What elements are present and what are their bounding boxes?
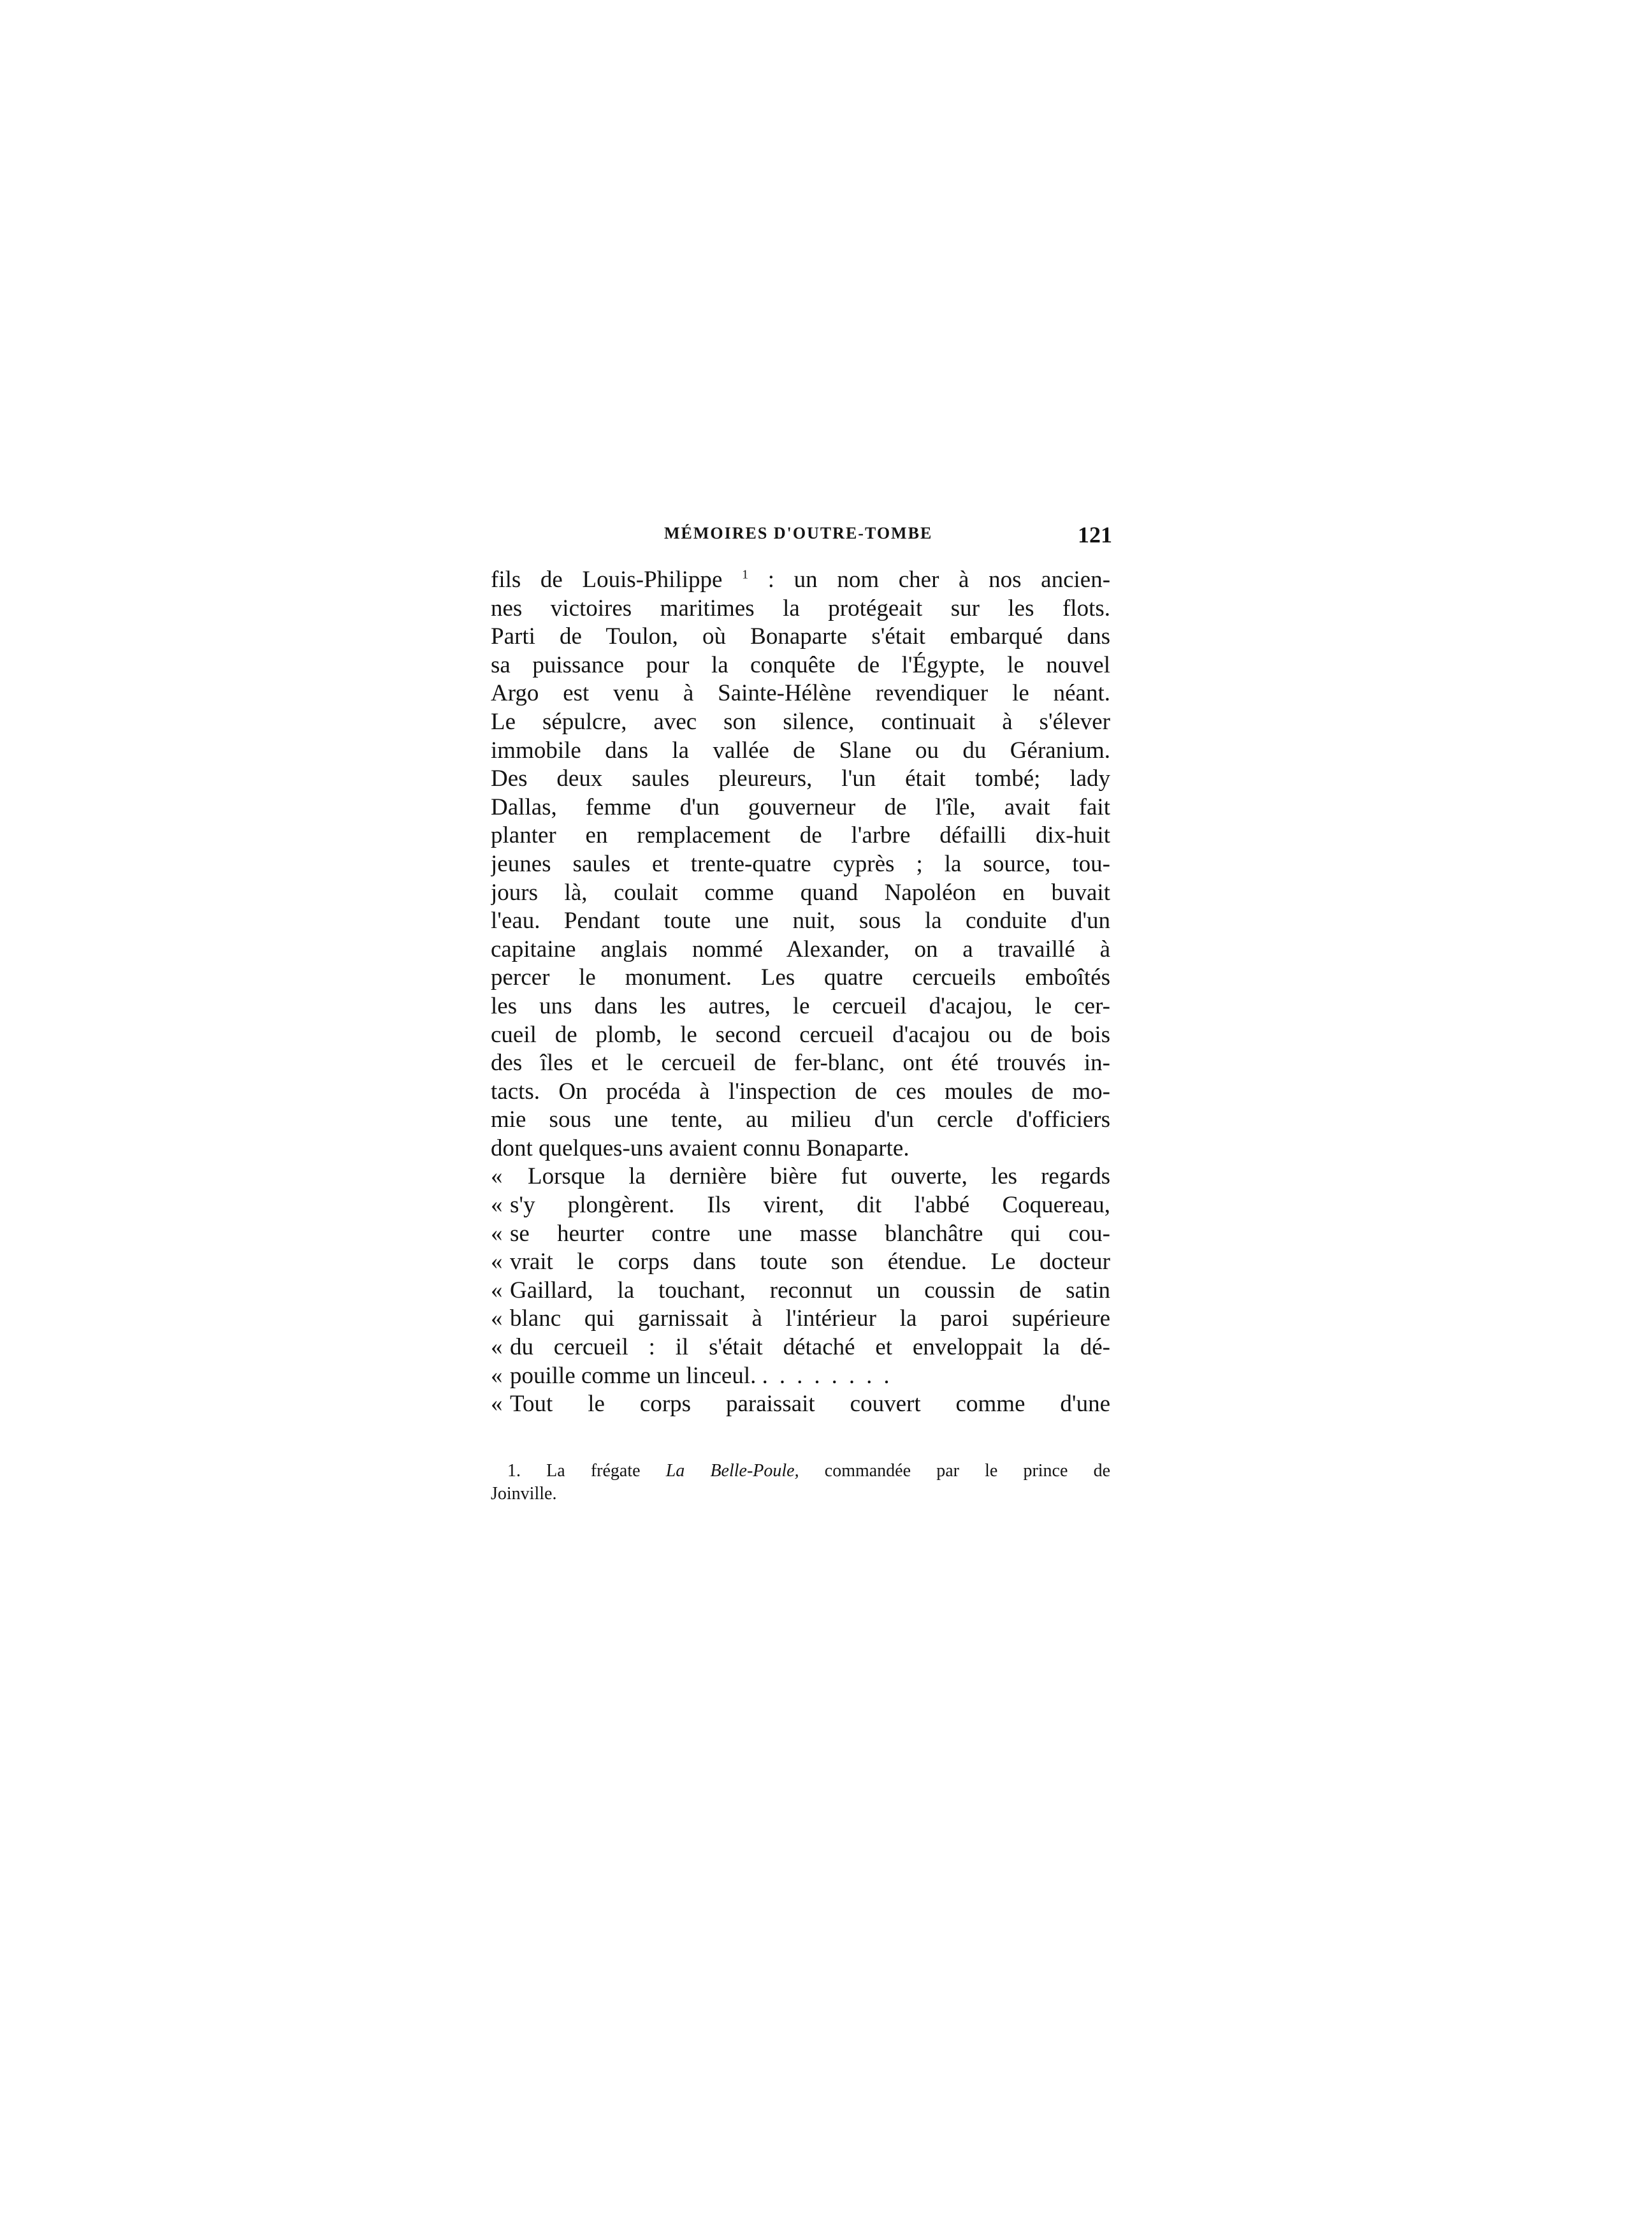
text-line: Parti de Toulon, où Bonaparte s'était embarqué dans <box>491 623 1110 650</box>
text-line: tacts. On procéda à l'inspection de ces moules de mo- <box>491 1078 1110 1105</box>
main-text <box>491 566 1110 1419</box>
text-line: capitaine anglais nommé Alexander, on a travaillé à <box>491 936 1110 962</box>
quote-mark: « <box>491 1192 503 1219</box>
quote-mark: « <box>491 1334 503 1361</box>
text-line: Dallas, femme d'un gouverneur de l'île, avait fait <box>491 794 1110 820</box>
quote-text: se heurter contre une masse blanchâtre qui cou- <box>510 1220 1110 1247</box>
page-header <box>491 521 1112 549</box>
quote-line <box>491 1220 1110 1249</box>
text-line: jeunes saules et trente-quatre cyprès ; la source, tou- <box>491 850 1110 877</box>
footnote <box>491 1460 1110 1506</box>
quote-line <box>491 1163 1110 1191</box>
quote-text: blanc qui garnissait à l'intérieur la paroi supérieure <box>510 1305 1110 1332</box>
quote-mark: « <box>491 1391 503 1418</box>
footnote-line: Joinville. <box>491 1484 557 1504</box>
quote-text: pouille comme un linceul. ........ <box>510 1362 901 1389</box>
quote-text: du cercueil : il s'était détaché et enveloppait la dé- <box>510 1334 1110 1361</box>
text-line: planter en remplacement de l'arbre défailli dix-huit <box>491 822 1110 849</box>
quote-mark: « <box>491 1277 503 1303</box>
quote-line <box>491 1362 1110 1391</box>
text-line: cueil de plomb, le second cercueil d'acajou ou de bois <box>491 1021 1110 1048</box>
quote-mark: « <box>491 1163 503 1190</box>
page-number: 121 <box>1078 522 1112 548</box>
footnote-reference: 1 <box>742 567 749 582</box>
quote-line <box>491 1277 1110 1305</box>
text-line: Argo est venu à Sainte-Hélène revendiquer le néant. <box>491 680 1110 707</box>
quote-line <box>491 1333 1110 1362</box>
quote-text: s'y plongèrent. Ils virent, dit l'abbé Coquereau, <box>510 1192 1110 1219</box>
text-line: mie sous une tente, au milieu d'un cercle d'officiers <box>491 1107 1110 1133</box>
quote-mark: « <box>491 1220 503 1247</box>
quote-text: Gaillard, la touchant, reconnut un coussin de satin <box>510 1277 1110 1303</box>
quote-mark: « <box>491 1305 503 1332</box>
quote-text: Lorsque la dernière bière fut ouverte, les regards <box>528 1163 1110 1190</box>
quote-mark: « <box>491 1249 503 1275</box>
text-line: fils de Louis-Philippe $^1$ : un nom cher à nos ancien- <box>491 567 1110 593</box>
quote-line <box>491 1390 1110 1419</box>
text-line: Le sépulcre, avec son silence, continuait à s'élever <box>491 708 1110 735</box>
quote-line <box>491 1191 1110 1220</box>
quote-text: vrait le corps dans toute son étendue. Le docteur <box>510 1249 1110 1275</box>
quote-mark: « <box>491 1362 503 1389</box>
quote-line <box>491 1248 1110 1277</box>
text-line: les uns dans les autres, le cercueil d'acajou, le cer- <box>491 992 1110 1019</box>
dot-leader: ........ <box>762 1362 901 1389</box>
footnote-line: 1. La frégate La Belle-Poule, commandée par le prince de <box>507 1461 1110 1481</box>
text-line: dont quelques-uns avaient connu Bonaparte. <box>491 1135 909 1161</box>
text-line: percer le monument. Les quatre cercueils emboîtés <box>491 964 1110 991</box>
text-line: nes victoires maritimes la protégeait sur les flots. <box>491 595 1110 621</box>
text-line: immobile dans la vallée de Slane ou du Géranium. <box>491 737 1110 764</box>
footnote-number: 1. <box>507 1461 521 1481</box>
quote-text: Tout le corps paraissait couvert comme d'une <box>510 1391 1110 1418</box>
text-line: sa puissance pour la conquête de l'Égypte, le nouvel <box>491 651 1110 678</box>
ship-name: La Belle-Poule, <box>665 1461 799 1481</box>
text-line: Des deux saules pleureurs, l'un était tombé; lady <box>491 766 1110 792</box>
text-line: des îles et le cercueil de fer-blanc, ont été trouvés in- <box>491 1050 1110 1077</box>
quote-line <box>491 1305 1110 1333</box>
text-line: jours là, coulait comme quand Napoléon en buvait <box>491 879 1110 906</box>
text-line: l'eau. Pendant toute une nuit, sous la conduite d'un <box>491 908 1110 934</box>
running-title: MÉMOIRES D'OUTRE-TOMBE <box>664 524 933 542</box>
